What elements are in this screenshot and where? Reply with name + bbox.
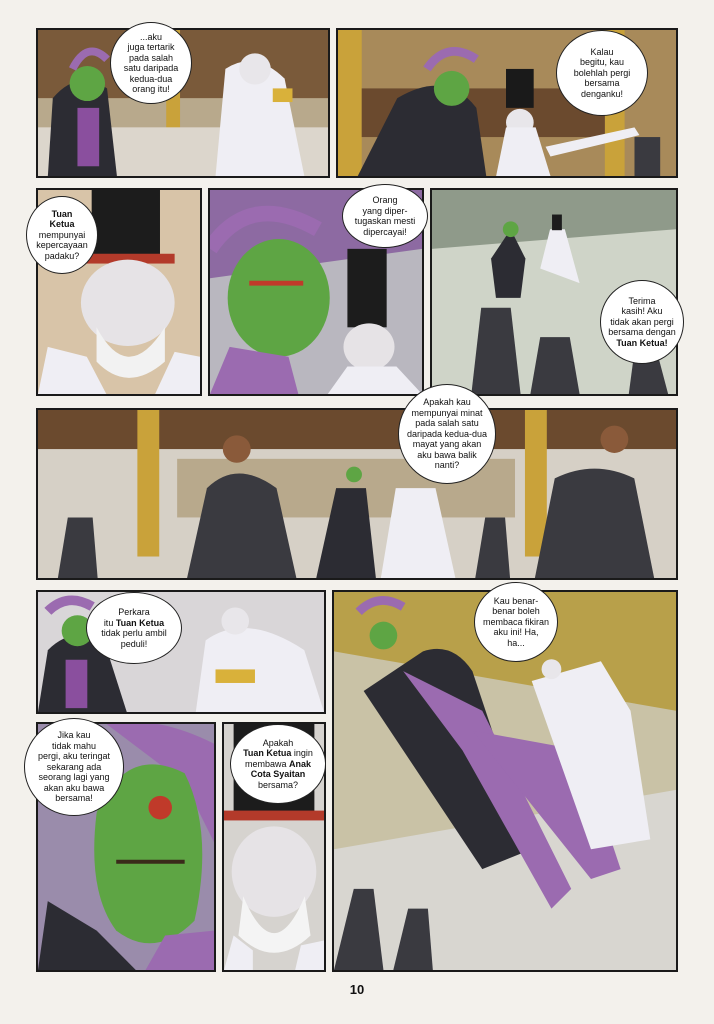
speech-bubble-9 xyxy=(24,718,124,816)
speech-bubble-1 xyxy=(110,22,192,104)
bubble-9-line: tidak mahu xyxy=(51,740,96,751)
bubble-5-line: tidak akan pergi xyxy=(610,316,674,327)
bubble-10-line: bersama? xyxy=(257,779,299,790)
bubble-9-line: sekarang ada xyxy=(46,761,102,772)
bubble-1-line: pada salah xyxy=(128,52,174,63)
speech-bubble-3 xyxy=(26,196,98,274)
panel-6 xyxy=(36,408,678,580)
bubble-7-line: tidak perlu ambil xyxy=(101,628,167,638)
bubble-5-line: kasih! Aku xyxy=(621,306,663,317)
bubble-4-line: dipercayai! xyxy=(363,226,407,237)
bubble-8-line: Kau benar- xyxy=(493,595,539,606)
bubble-4-line: tugaskan mesti xyxy=(354,216,416,226)
bubble-4-line: Orang xyxy=(372,195,398,205)
bubble-1-line: kedua-dua xyxy=(129,73,173,84)
bubble-1-line: ...aku xyxy=(139,31,162,42)
bubble-9-line: bersama! xyxy=(55,793,93,804)
bubble-2-line: bolehlah pergi xyxy=(573,67,631,78)
bubble-3-line: padaku? xyxy=(44,250,80,261)
speech-bubble-8 xyxy=(474,582,558,662)
bubble-9-line: Jika kau xyxy=(57,730,91,741)
bubble-6-line: Apakah kau xyxy=(423,397,471,408)
bubble-10-line: Apakah xyxy=(262,737,294,748)
bubble-10-bold: Cota Syaitan xyxy=(250,769,306,780)
bubble-2-line: begitu, kau xyxy=(579,57,625,68)
speech-bubble-10 xyxy=(230,724,326,804)
bubble-5-line: bersama dengan xyxy=(608,327,676,338)
bubble-1-line: orang itu! xyxy=(132,84,170,94)
bubble-9-line: pergi, aku teringat xyxy=(37,751,111,762)
bubble-6-line: daripada kedua-dua xyxy=(406,428,488,439)
bubble-8-line: benar boleh xyxy=(492,606,540,617)
speech-bubble-2 xyxy=(556,30,648,116)
bubble-5-line: Terima xyxy=(628,295,656,306)
bubble-10-line: membawa xyxy=(244,758,287,769)
bubble-9-line: seorang lagi yang xyxy=(38,772,110,783)
bubble-6-line: aku bawa balik xyxy=(417,449,477,460)
bubble-10-line: ingin xyxy=(293,748,313,759)
page-number: 10 xyxy=(349,982,365,997)
bubble-3-line: kepercayaan xyxy=(36,240,88,251)
bubble-10-bold: Anak xyxy=(289,758,312,769)
speech-bubble-4 xyxy=(342,184,428,248)
bubble-2-line: denganku! xyxy=(580,88,624,99)
bubble-8-line: aku ini! Ha, xyxy=(493,627,539,638)
speech-bubble-7 xyxy=(86,592,182,664)
bubble-2-line: bersama xyxy=(584,78,620,89)
bubble-6-line: mayat yang akan xyxy=(412,439,482,450)
bubble-10-bold: Tuan Ketua xyxy=(243,748,292,759)
panel-7-art xyxy=(38,592,324,712)
panel-7 xyxy=(36,590,326,714)
bubble-8-line: membaca fikiran xyxy=(482,616,550,627)
bubble-6-line: mempunyai minat xyxy=(411,407,483,418)
bubble-8-line: ha... xyxy=(507,637,525,648)
bubble-4-line: yang diper- xyxy=(362,205,408,216)
bubble-7-line: peduli! xyxy=(120,638,148,649)
panel-6-art xyxy=(38,407,676,578)
bubble-7-line: Perkara xyxy=(118,607,150,617)
bubble-9-line: akan aku bawa xyxy=(43,782,105,793)
speech-bubble-5 xyxy=(600,280,684,364)
bubble-1-line: satu daripada xyxy=(123,63,179,73)
bubble-3-bold-line: Ketua xyxy=(49,219,75,230)
bubble-3-line: mempunyai xyxy=(38,229,86,240)
bubble-2-line: Kalau xyxy=(590,46,614,57)
bubble-6-line: nanti? xyxy=(434,460,460,471)
bubble-7-line: itu xyxy=(103,617,114,628)
speech-bubble-6 xyxy=(398,384,496,484)
bubble-5-bold-line: Tuan Ketua! xyxy=(616,337,668,348)
bubble-3-bold-line: Tuan xyxy=(51,208,73,219)
bubble-6-line: pada salah satu xyxy=(415,418,479,429)
bubble-1-line: juga tertarik xyxy=(127,42,175,52)
bubble-7-bold-inline: Tuan Ketua xyxy=(115,617,165,628)
